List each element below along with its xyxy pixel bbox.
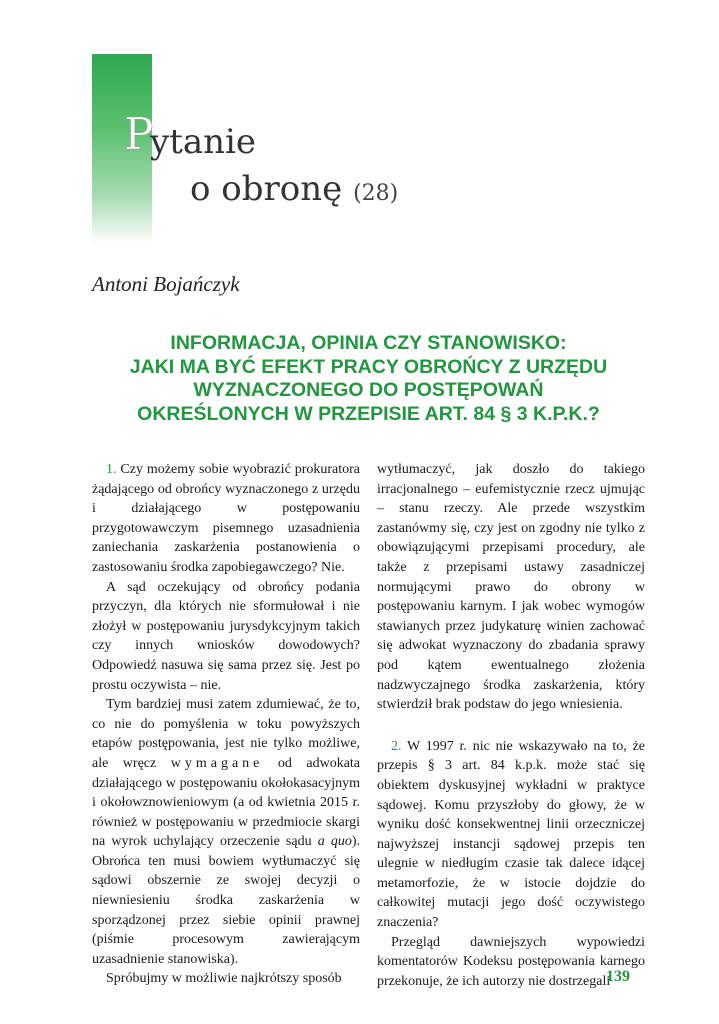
author-name: Antoni Bojańczyk (92, 272, 240, 296)
page-number: 139 (606, 968, 630, 985)
paragraph: A sąd oczekujący od obrońcy podania przyczyn, dla których nie sformułował i nie złożył w postępowaniu jurysdykcyjnym takich czy innych wniosków dowodowych? Odpowiedź nasuwa się sama przez się. Jest po prostu oczywista – nie. (92, 579, 360, 693)
emphasized-word: wymagane (170, 755, 264, 771)
section-title-line1: ytanie (150, 122, 257, 162)
paragraph (377, 737, 645, 933)
right-column (377, 460, 645, 991)
paragraph-text: Tym bardziej musi zatem zdumiewać, że to, co nie do pomyślenia w toku powyższych etapów postępowania, jest nie tylko możliwe, ale wręcz (92, 697, 360, 771)
article-headline (92, 332, 645, 426)
section-title-number: (28) (353, 181, 399, 206)
left-column (92, 460, 360, 989)
paragraph-number: 2. (391, 738, 402, 754)
paragraph (92, 695, 360, 969)
paragraph: Przegląd dawniejszych wypowiedzi komentatorów Kodeksu postępowania karnego przekonuje, że ich autorzy nie dostrzegali (377, 934, 645, 989)
paragraph-text: ). Obrońca ten musi bowiem wytłumaczyć się sądowi obszernie ze swojej decyzji o niewniesieniu środka zaskarżenia w sporządzonej przez siebie opinii prawnej (piśmie procesowym zawierającym uzasadnienie stanowiska). (92, 834, 361, 967)
paragraph-number: 1. (106, 462, 117, 477)
paragraph: wytłumaczyć, jak doszło do takiego irracjonalnego – eufemistycznie rzecz ujmując – stanu rzeczy. Ale przede wszystkim zastanówmy się, czy jest on zgodny nie tylko z obowiązującymi przepisami procedury, ale także z przepisami ustawy zasadniczej normującymi prawo do obrony w postępowaniu karnym. I jak wobec wymogów stawianych przez judykaturę winien zachować się adwokat wyznaczony do zbadania sprawy pod kątem ewentualnego złożenia nadzwyczajnego środka zaskarżenia, który stwierdził brak podstaw do jego wniesienia. (377, 462, 645, 713)
headline-line: WYZNACZONEGO DO POSTĘPOWAŃ (193, 379, 544, 401)
section-initial-letter: P (124, 109, 154, 160)
latin-phrase: a quo (317, 834, 352, 850)
section-title-line2 (190, 169, 399, 209)
headline-line: JAKI MA BYĆ EFEKT PRACY OBROŃCY Z URZĘDU (129, 355, 608, 378)
headline-line: OKREŚLONYCH W PRZEPISIE ART. 84 § 3 K.P.K.? (137, 402, 600, 425)
paragraph-text: Czy możemy sobie wyobrazić prokuratora żądającego od obrońcy wyznaczonego z urzędu i działającego w postępowaniu przygotowawczym pisemnego uzasadnienia zaniechania zaskarżenia postanowienia o zastosowaniu środka zapobiegawczego? Nie. (92, 462, 361, 575)
paragraph-text: W 1997 r. nic nie wskazywało na to, że przepis § 3 art. 84 k.p.k. może stać się obiektem dyskusyjnej wykładni w praktyce sądowej. Komu przyszłoby do głowy, że w wyniku dość konsekwentnej linii orzeczniczej najwyższej instancji sądowej przepis ten ulegnie w niedługim czasie tak dalece idącej metamorfozie, że w istocie dojdzie do całkowitej mutacji jego dość oczywistego znaczenia? (377, 738, 646, 931)
paragraph (92, 460, 360, 578)
paragraph: Spróbujmy w możliwie najkrótszy sposób (106, 971, 342, 987)
paragraph-text: od adwokata działającego w postępowaniu okołokasacyjnym i okołowznowieniowym (a od kwietnia 2015 r. również w postępowaniu w przedmiocie skargi na wyrok uchylający orzeczenie sądu (92, 755, 361, 850)
headline-line: INFORMACJA, OPINIA CZY STANOWISKO: (170, 332, 567, 354)
section-title-text: o obronę (190, 169, 343, 209)
